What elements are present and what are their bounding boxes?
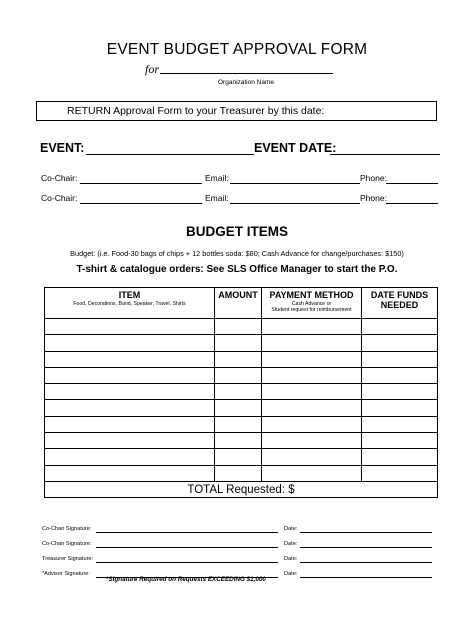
- payment-method-cell[interactable]: [262, 416, 362, 432]
- signature-label: Co-Chair Signature:: [42, 541, 92, 547]
- payment-method-cell[interactable]: [262, 449, 362, 465]
- item-cell[interactable]: [45, 465, 215, 481]
- signature-field[interactable]: [96, 562, 278, 563]
- signature-date-field[interactable]: [300, 577, 432, 578]
- payment-method-cell[interactable]: [262, 400, 362, 416]
- date-funds-cell[interactable]: [362, 400, 438, 416]
- organization-name-caption: Organization Name: [218, 79, 274, 86]
- amount-cell[interactable]: [215, 433, 262, 449]
- date-funds-cell[interactable]: [362, 433, 438, 449]
- email-field[interactable]: [230, 183, 360, 184]
- date-funds-header-line-2: NEEDED: [380, 300, 419, 310]
- event-date-label: EVENT DATE:: [254, 141, 337, 155]
- item-cell[interactable]: [45, 335, 215, 351]
- co-chair-name-field[interactable]: [80, 203, 202, 204]
- amount-cell[interactable]: [215, 319, 262, 335]
- phone-label: Phone:: [360, 193, 387, 203]
- item-cell[interactable]: [45, 384, 215, 400]
- phone-field[interactable]: [386, 203, 438, 204]
- amount-cell[interactable]: [215, 449, 262, 465]
- table-row: [45, 335, 438, 351]
- item-header-hint: Food, Decorations, Band, Speaker, Travel, Shirts: [73, 301, 186, 307]
- item-cell[interactable]: [45, 416, 215, 432]
- signature-date-label: Date:: [284, 556, 298, 562]
- amount-header-label: AMOUNT: [218, 290, 258, 300]
- return-date-label: RETURN Approval Form to your Treasurer by this date:: [67, 105, 325, 117]
- amount-column-header: [215, 288, 262, 319]
- organization-name-field[interactable]: [160, 73, 333, 74]
- co-chair-label: Co-Chair:: [41, 173, 78, 183]
- signature-date-label: Date:: [284, 541, 298, 547]
- payment-method-column-header: [262, 288, 362, 319]
- phone-label: Phone:: [360, 173, 387, 183]
- budget-example-note: Budget: (i.e. Food-30 bags of chips + 12 bottles soda: $80; Cash Advance for change/purchases: $150): [70, 249, 404, 258]
- amount-cell[interactable]: [215, 367, 262, 383]
- payment-method-cell[interactable]: [262, 351, 362, 367]
- signature-date-label: Date:: [284, 571, 298, 577]
- signature-field[interactable]: [96, 532, 278, 533]
- signature-date-label: Date:: [284, 526, 298, 532]
- table-row: [45, 449, 438, 465]
- table-row: [45, 319, 438, 335]
- signature-label: Co-Chair Signature:: [42, 526, 92, 532]
- table-row: [45, 367, 438, 383]
- item-cell[interactable]: [45, 319, 215, 335]
- item-cell[interactable]: [45, 351, 215, 367]
- date-funds-cell[interactable]: [362, 367, 438, 383]
- amount-cell[interactable]: [215, 335, 262, 351]
- payment-header-hint-1: Cash Advance or: [291, 301, 332, 307]
- payment-method-cell[interactable]: [262, 465, 362, 481]
- signature-label: Treasurer Signature:: [42, 556, 94, 562]
- item-cell[interactable]: [45, 400, 215, 416]
- payment-method-cell[interactable]: [262, 384, 362, 400]
- payment-method-cell[interactable]: [262, 433, 362, 449]
- date-funds-cell[interactable]: [362, 319, 438, 335]
- signature-date-field[interactable]: [300, 562, 432, 563]
- event-date-field[interactable]: [330, 154, 440, 155]
- date-funds-cell[interactable]: [362, 335, 438, 351]
- budget-items-title: BUDGET ITEMS: [185, 224, 288, 239]
- signature-label: *Advisor Signature:: [42, 571, 90, 577]
- date-funds-needed-column-header: [362, 288, 438, 319]
- amount-cell[interactable]: [215, 384, 262, 400]
- form-title: EVENT BUDGET APPROVAL FORM: [106, 41, 368, 58]
- table-row: [45, 465, 438, 481]
- signature-date-field[interactable]: [300, 532, 432, 533]
- table-row: [45, 351, 438, 367]
- amount-cell[interactable]: [215, 416, 262, 432]
- email-field[interactable]: [230, 203, 360, 204]
- table-row: [45, 416, 438, 432]
- date-funds-cell[interactable]: [362, 465, 438, 481]
- date-funds-header-line-1: DATE FUNDS: [370, 290, 429, 300]
- table-row: [45, 433, 438, 449]
- item-header-label: ITEM: [118, 290, 141, 300]
- payment-method-cell[interactable]: [262, 367, 362, 383]
- signature-date-field[interactable]: [300, 547, 432, 548]
- date-funds-cell[interactable]: [362, 351, 438, 367]
- email-label: Email:: [205, 193, 229, 203]
- date-funds-cell[interactable]: [362, 416, 438, 432]
- co-chair-name-field[interactable]: [80, 183, 202, 184]
- amount-cell[interactable]: [215, 400, 262, 416]
- phone-field[interactable]: [386, 183, 438, 184]
- date-funds-cell[interactable]: [362, 449, 438, 465]
- budget-items-table: [44, 287, 438, 498]
- payment-method-cell[interactable]: [262, 319, 362, 335]
- advisor-signature-footnote: *Signature Required on Requests EXCEEDING $1,000: [106, 576, 266, 583]
- event-field[interactable]: [86, 154, 254, 155]
- email-label: Email:: [205, 173, 229, 183]
- amount-cell[interactable]: [215, 351, 262, 367]
- amount-cell[interactable]: [215, 465, 262, 481]
- date-funds-cell[interactable]: [362, 384, 438, 400]
- item-column-header: [45, 288, 215, 319]
- table-row: [45, 384, 438, 400]
- for-label: for: [145, 62, 160, 76]
- item-cell[interactable]: [45, 367, 215, 383]
- tshirt-order-note: T-shirt & catalogue orders: See SLS Office Manager to start the P.O.: [76, 264, 398, 275]
- table-row: [45, 400, 438, 416]
- payment-method-cell[interactable]: [262, 335, 362, 351]
- total-requested: TOTAL Requested: $: [45, 481, 438, 497]
- item-cell[interactable]: [45, 433, 215, 449]
- co-chair-label: Co-Chair:: [41, 193, 78, 203]
- signature-field[interactable]: [96, 547, 278, 548]
- event-label: EVENT:: [40, 141, 85, 155]
- item-cell[interactable]: [45, 449, 215, 465]
- payment-header-label: PAYMENT METHOD: [269, 290, 354, 300]
- payment-header-hint-2: Student request for reimbursement: [271, 307, 352, 313]
